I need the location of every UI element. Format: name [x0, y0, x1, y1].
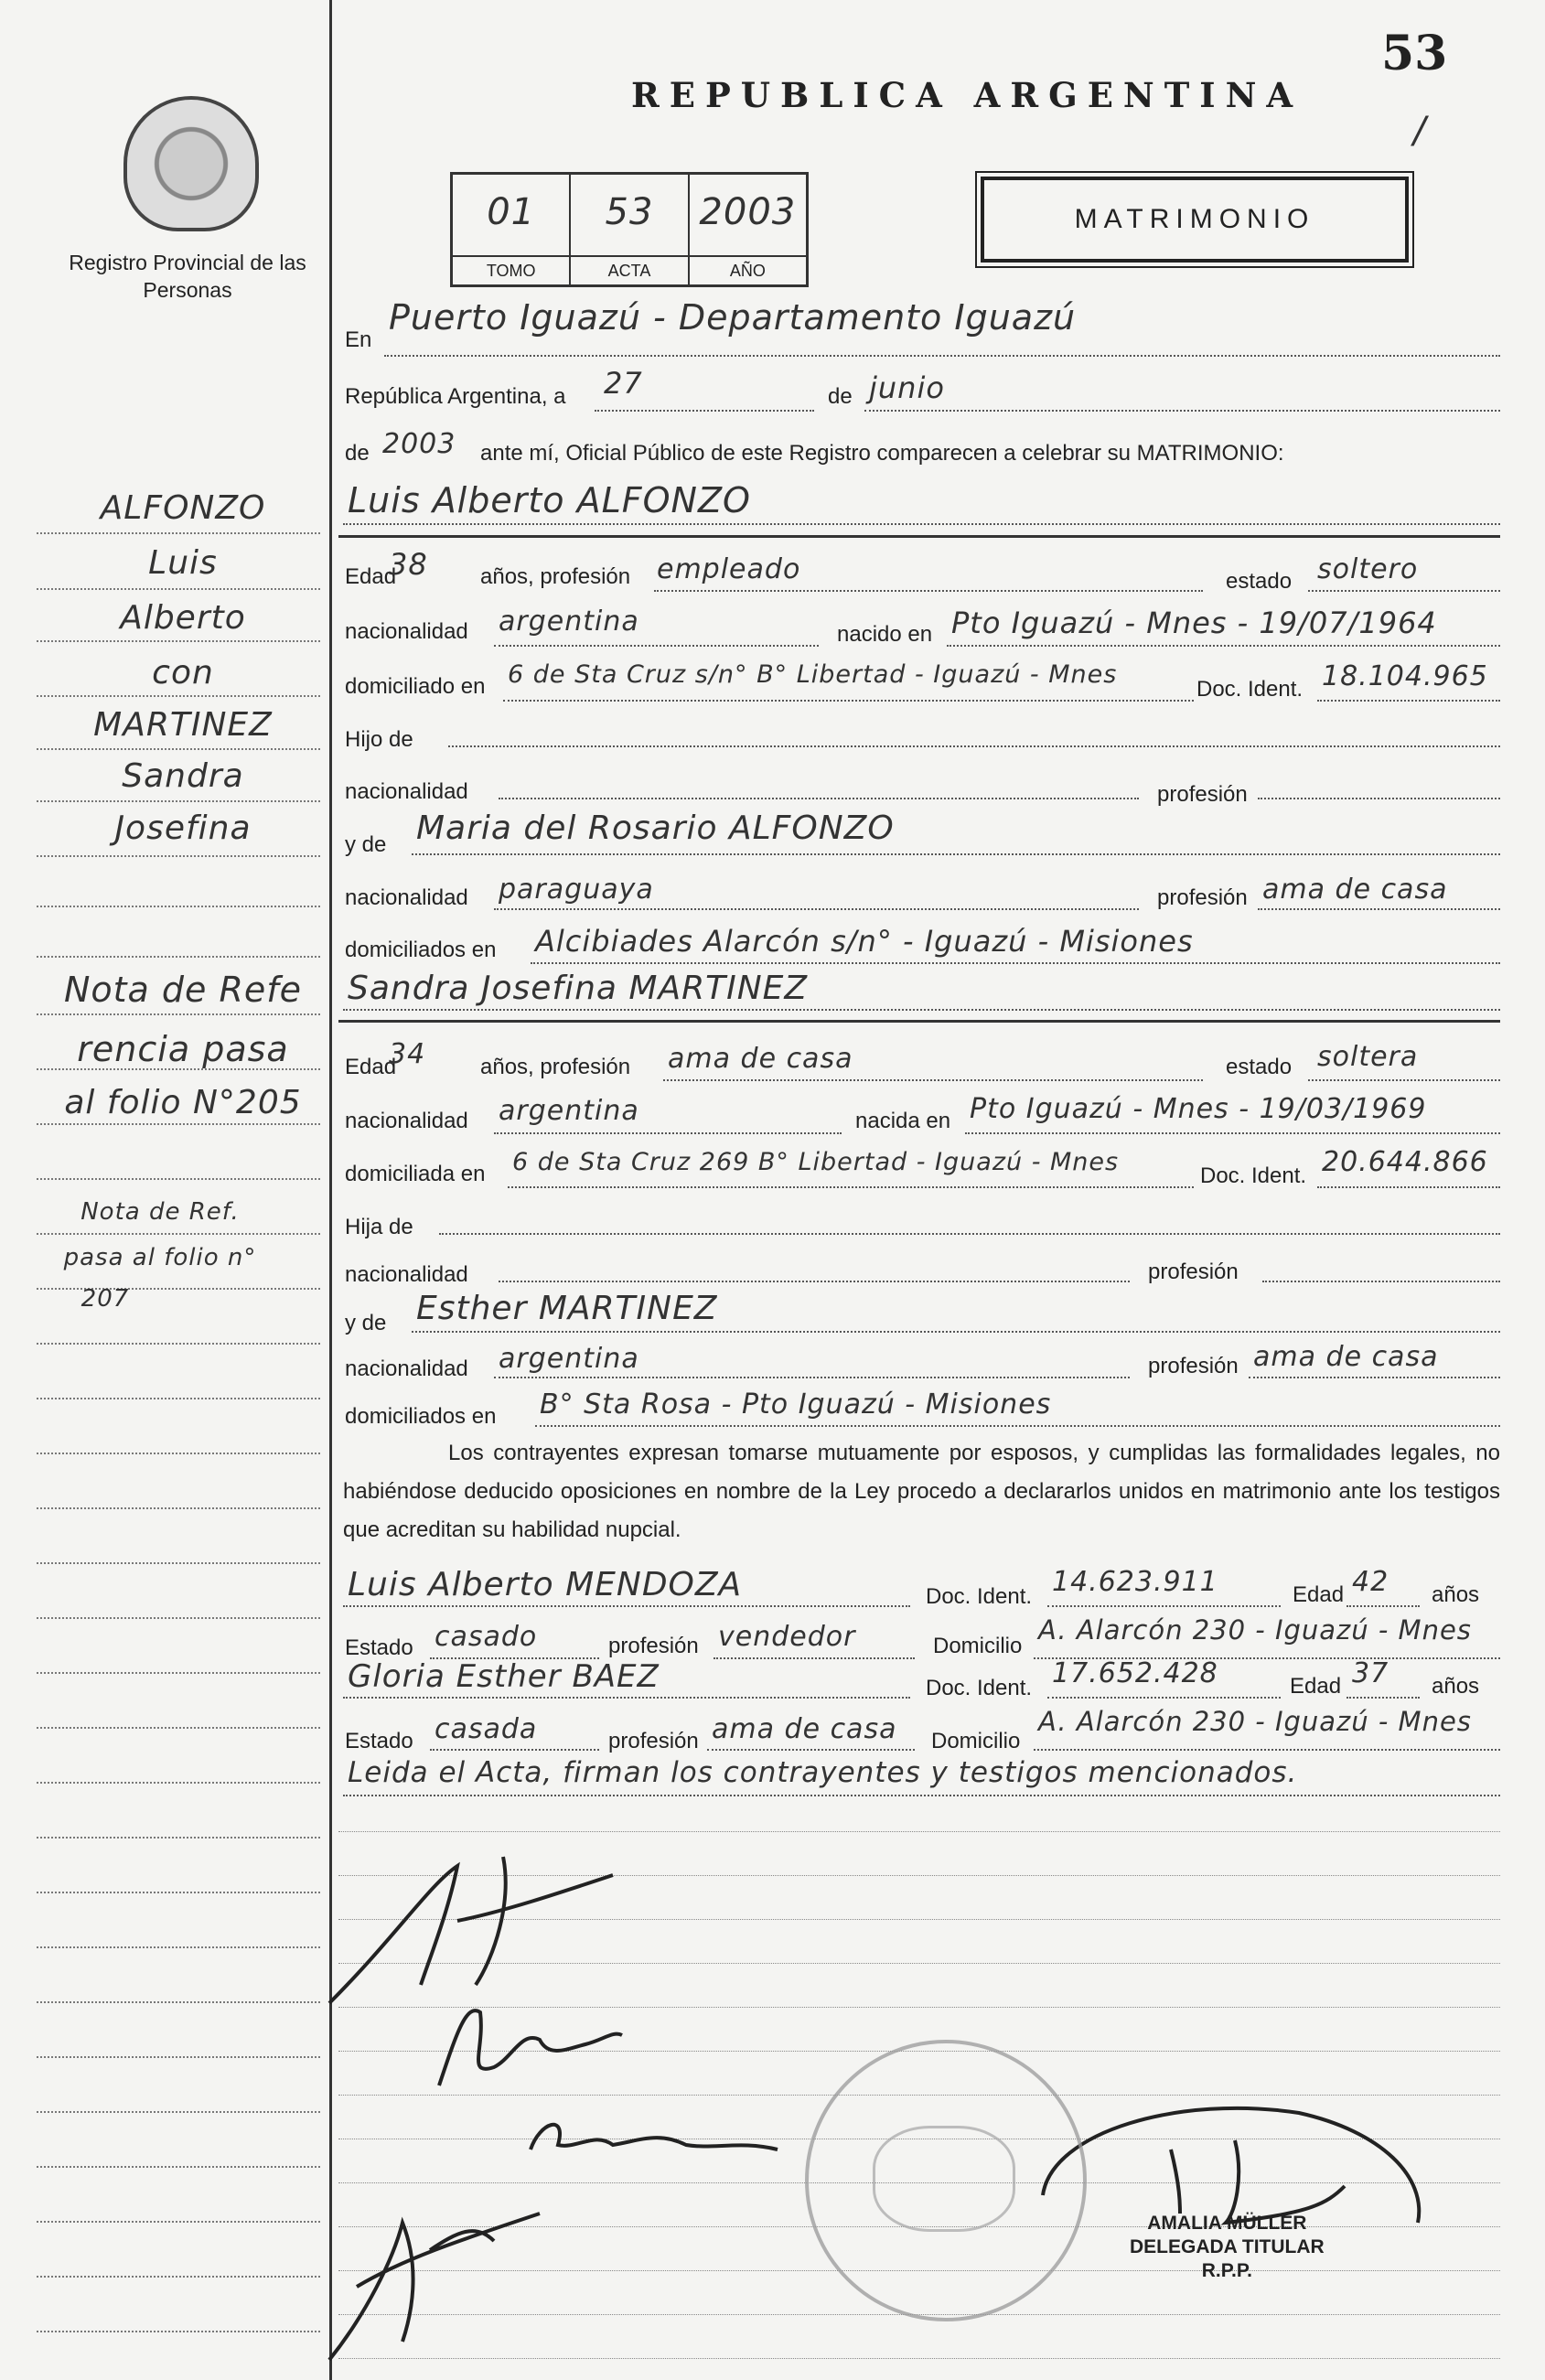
margin-line	[37, 1727, 320, 1729]
bride-parents-dom-label: domiciliados en	[345, 1404, 497, 1429]
groom-doc-line	[1317, 700, 1500, 702]
margin-line	[37, 1562, 320, 1564]
witness2-doc-value: 17.652.428	[1052, 1657, 1218, 1689]
de-label: de	[828, 384, 853, 409]
groom-doc-value: 18.104.965	[1322, 660, 1488, 692]
margin-line	[37, 1453, 320, 1454]
bride-mother-profession-line	[1249, 1377, 1500, 1378]
folio-mark: /	[1413, 110, 1427, 152]
witness2-anos-label: años	[1432, 1674, 1480, 1699]
day-line	[595, 410, 814, 412]
witness1-prof-label: profesión	[608, 1634, 699, 1658]
groom-status-value: soltero	[1317, 553, 1419, 585]
margin-note1-line3: al folio N°205	[64, 1084, 302, 1121]
bride-address-value: 6 de Sta Cruz 269 B° Libertad - Iguazú - Mnes	[512, 1148, 1120, 1176]
groom-mother-nationality-line	[494, 908, 1139, 910]
groom-birth-value: Pto Iguazú - Mnes - 19/07/1964	[951, 606, 1437, 640]
tomo-cell	[453, 175, 571, 284]
bride-father-profession-line	[1262, 1281, 1500, 1282]
bride-mother-nationality-value: argentina	[499, 1343, 639, 1375]
bride-father-nationality-line	[499, 1281, 1130, 1282]
folio-number: 53	[1381, 26, 1448, 81]
margin-line	[37, 695, 320, 697]
witness1-status-value: casado	[435, 1621, 538, 1653]
witness2-profession-value: ama de casa	[712, 1713, 897, 1745]
groom-mother-line	[412, 853, 1500, 855]
margin-line	[37, 1123, 320, 1125]
bride-nacionalidad-label: nacionalidad	[345, 1109, 468, 1133]
margin-line	[37, 1946, 320, 1948]
groom-age-value: 38	[389, 547, 428, 582]
record-reference-box	[450, 172, 809, 287]
bride-hija-label: Hija de	[345, 1215, 413, 1239]
bride-status-line	[1308, 1079, 1500, 1081]
closing-line	[343, 1795, 1500, 1796]
witness1-estado-label: Estado	[345, 1635, 413, 1660]
bride-doc-line	[1317, 1186, 1500, 1188]
margin-given-2a: Sandra	[122, 757, 244, 795]
record-type-box: MATRIMONIO	[981, 177, 1409, 263]
witness2-name-line	[343, 1697, 910, 1699]
groom-mother-value: Maria del Rosario ALFONZO	[416, 809, 895, 847]
bride-status-value: soltera	[1317, 1041, 1419, 1073]
margin-note1-line1: Nota de Refe	[63, 970, 303, 1010]
witness1-address-value: A. Alarcón 230 - Iguazú - Mnes	[1038, 1614, 1472, 1646]
bride-yde-label: y de	[345, 1311, 387, 1335]
witness2-profession-line	[707, 1749, 915, 1751]
groom-profession-value: empleado	[657, 553, 801, 585]
ano-cell	[690, 175, 806, 284]
margin-line	[37, 1343, 320, 1345]
witness1-profession-value: vendedor	[718, 1621, 856, 1653]
margin-line	[37, 1507, 320, 1509]
year-value: 2003	[382, 428, 456, 460]
registry-name: Registro Provincial de las Personas	[69, 251, 306, 302]
witness2-estado-label: Estado	[345, 1729, 413, 1753]
witness1-profession-line	[713, 1657, 915, 1659]
groom-name-value: Luis Alberto ALFONZO	[348, 480, 751, 520]
witness1-name-value: Luis Alberto MENDOZA	[348, 1566, 743, 1603]
place-line	[384, 355, 1500, 357]
republica-label: República Argentina, a	[345, 384, 566, 409]
bride-anos-profesion-label: años, profesión	[480, 1055, 631, 1079]
margin-line	[37, 1672, 320, 1674]
groom-mother-prof-label: profesión	[1157, 885, 1248, 910]
bride-mother-line	[412, 1331, 1500, 1333]
place-value: Puerto Iguazú - Departamento Iguazú	[389, 297, 1077, 338]
margin-note2-line3: 207	[80, 1285, 130, 1313]
groom-domicilio-label: domiciliado en	[345, 674, 486, 699]
witness2-doc-label: Doc. Ident.	[926, 1676, 1033, 1700]
witness2-doc-line	[1047, 1697, 1281, 1699]
margin-line	[37, 1013, 320, 1015]
declaration-text: Los contrayentes expresan tomarse mutuamente por esposos, y cumplidas las formalidades legales, no habiéndose deducido oposiciones en nombre de la Ley procedo a declararlos unidos en matrimonio ante los testigos que acreditan su habilidad nupcial.	[343, 1441, 1500, 1542]
groom-estado-label: estado	[1226, 569, 1293, 594]
official-signature-block	[1130, 2212, 1325, 2283]
margin-line	[37, 1782, 320, 1784]
margin-divider	[329, 0, 332, 2380]
margin-line	[37, 1398, 320, 1399]
bride-nationality-line	[494, 1132, 842, 1134]
witness2-prof-label: profesión	[608, 1729, 699, 1753]
bride-parents-address-line	[535, 1425, 1500, 1427]
tomo-label: TOMO	[453, 255, 569, 284]
margin-line	[37, 640, 320, 642]
groom-doc-label: Doc. Ident.	[1196, 677, 1304, 702]
groom-father-line	[448, 745, 1500, 747]
groom-yde-label: y de	[345, 832, 387, 857]
margin-line	[37, 2001, 320, 2003]
registry-stamp-seal	[805, 2040, 1087, 2321]
margin-line	[37, 2221, 320, 2223]
acta-label: ACTA	[571, 255, 687, 284]
official-office: R.P.P.	[1201, 2260, 1252, 2281]
margin-surname-2: MARTINEZ	[93, 706, 273, 744]
witness1-dom-label: Domicilio	[933, 1634, 1023, 1658]
official-name: AMALIA MÜLLER	[1147, 2213, 1307, 2234]
official-role: DELEGADA TITULAR	[1130, 2236, 1325, 2257]
margin-line	[37, 1233, 320, 1235]
groom-status-line	[1308, 590, 1500, 592]
groom-mother-nac-label: nacionalidad	[345, 885, 468, 910]
margin-line	[37, 1178, 320, 1180]
acta-value: 53	[605, 191, 654, 233]
witness1-age-value: 42	[1352, 1566, 1389, 1598]
witness2-age-value: 37	[1352, 1657, 1389, 1689]
witness2-status-value: casada	[435, 1713, 538, 1745]
groom-edad-label: Edad	[345, 564, 397, 589]
bride-address-line	[508, 1186, 1194, 1188]
bride-doc-value: 20.644.866	[1322, 1146, 1488, 1178]
bride-signature	[430, 1976, 631, 2104]
witness2-address-value: A. Alarcón 230 - Iguazú - Mnes	[1038, 1706, 1472, 1737]
margin-line	[37, 906, 320, 907]
margin-note2-line1: Nota de Ref.	[80, 1198, 240, 1226]
groom-mother-profession-line	[1258, 908, 1500, 910]
witness1-name-line	[343, 1605, 910, 1607]
margin-line	[37, 1617, 320, 1619]
groom-profession-line	[654, 590, 1203, 592]
groom-anos-profesion-label: años, profesión	[480, 564, 631, 589]
bride-father-nac-label: nacionalidad	[345, 1262, 468, 1287]
groom-hijo-label: Hijo de	[345, 727, 413, 752]
groom-nationality-line	[494, 645, 819, 647]
margin-con: con	[152, 654, 214, 691]
bride-age-value: 34	[389, 1038, 426, 1070]
groom-address-value: 6 de Sta Cruz s/n° B° Libertad - Iguazú - Mnes	[508, 660, 1118, 689]
stamp-emblem	[873, 2126, 1015, 2232]
bride-parents-address-value: B° Sta Rosa - Pto Iguazú - Misiones	[540, 1388, 1052, 1420]
margin-note1-line2: rencia pasa	[77, 1029, 289, 1069]
witness1-edad-label: Edad	[1293, 1582, 1345, 1607]
margin-surname-1: ALFONZO	[100, 489, 266, 527]
witness1-doc-line	[1047, 1605, 1281, 1607]
statement-text: ante mí, Oficial Público de este Registro comparecen a celebrar su MATRIMONIO:	[480, 441, 1284, 466]
witness2-age-line	[1347, 1697, 1420, 1699]
groom-address-line	[503, 700, 1194, 702]
bride-profession-line	[663, 1079, 1203, 1081]
witness1-age-line	[1347, 1605, 1420, 1607]
margin-line	[37, 748, 320, 750]
witness2-address-line	[1034, 1749, 1500, 1751]
groom-father-nationality-line	[499, 798, 1139, 799]
margin-line	[37, 532, 320, 534]
groom-mother-nationality-value: paraguaya	[499, 874, 654, 906]
groom-name-line	[343, 523, 1500, 525]
bride-mother-nac-label: nacionalidad	[345, 1356, 468, 1381]
bride-birth-value: Pto Iguazú - Mnes - 19/03/1969	[970, 1093, 1427, 1125]
margin-line	[37, 2111, 320, 2113]
bride-domicilio-label: domiciliada en	[345, 1162, 486, 1186]
groom-nationality-value: argentina	[499, 606, 639, 638]
bride-mother-prof-label: profesión	[1148, 1354, 1239, 1378]
bride-doc-label: Doc. Ident.	[1200, 1163, 1307, 1188]
margin-line	[37, 2331, 320, 2332]
bride-father-line	[439, 1233, 1500, 1235]
ano-value: 2003	[699, 191, 797, 233]
groom-father-profession-line	[1258, 798, 1500, 799]
groom-nacionalidad-label: nacionalidad	[345, 619, 468, 644]
bride-profession-value: ama de casa	[668, 1043, 853, 1075]
groom-birth-line	[947, 645, 1500, 647]
bride-nacida-label: nacida en	[855, 1109, 951, 1133]
witness2-dom-label: Domicilio	[931, 1729, 1021, 1753]
bride-edad-label: Edad	[345, 1055, 397, 1079]
margin-note2-line2: pasa al folio n°	[63, 1244, 257, 1271]
bride-birth-line	[965, 1132, 1500, 1134]
margin-line	[37, 2166, 320, 2168]
bride-mother-profession-value: ama de casa	[1253, 1341, 1439, 1373]
bride-separator	[338, 1020, 1500, 1023]
en-label: En	[345, 327, 372, 352]
margin-line	[37, 1837, 320, 1839]
bride-father-prof-label: profesión	[1148, 1260, 1239, 1284]
margin-given-2b: Josefina	[114, 809, 252, 847]
provincial-seal-logo	[123, 96, 259, 231]
bride-mother-value: Esther MARTINEZ	[416, 1290, 718, 1327]
witness2-signature	[320, 2150, 595, 2369]
groom-parents-address-value: Alcibiades Alarcón s/n° - Iguazú - Misiones	[535, 924, 1194, 959]
witness2-edad-label: Edad	[1290, 1674, 1342, 1699]
groom-separator	[338, 535, 1500, 538]
bride-estado-label: estado	[1226, 1055, 1293, 1079]
margin-given-1b: Alberto	[120, 599, 246, 637]
groom-father-nac-label: nacionalidad	[345, 779, 468, 804]
margin-line	[37, 855, 320, 857]
document-title: REPUBLICA ARGENTINA	[631, 75, 1304, 115]
witness2-status-line	[430, 1749, 599, 1751]
margin-line	[37, 588, 320, 590]
groom-parents-dom-label: domiciliados en	[345, 938, 497, 962]
closing-text: Leida el Acta, firman los contrayentes y testigos mencionados.	[348, 1756, 1298, 1789]
witness1-doc-value: 14.623.911	[1052, 1566, 1218, 1598]
tomo-value: 01	[487, 191, 536, 233]
groom-nacido-label: nacido en	[837, 622, 933, 647]
acta-cell	[571, 175, 689, 284]
bride-name-line	[343, 1009, 1500, 1011]
witness1-anos-label: años	[1432, 1582, 1480, 1607]
bride-mother-nationality-line	[494, 1377, 1130, 1378]
groom-parents-address-line	[531, 962, 1500, 964]
witness2-name-value: Gloria Esther BAEZ	[348, 1658, 660, 1695]
month-value: junio	[869, 370, 945, 405]
margin-given-1a: Luis	[148, 544, 218, 582]
margin-line	[37, 800, 320, 802]
witness1-doc-label: Doc. Ident.	[926, 1584, 1033, 1609]
ano-label: AÑO	[690, 255, 806, 284]
day-value: 27	[604, 366, 643, 401]
margin-line	[37, 2276, 320, 2278]
year-de-label: de	[345, 441, 370, 466]
groom-father-prof-label: profesión	[1157, 782, 1248, 807]
margin-line	[37, 1068, 320, 1070]
margin-line	[37, 2056, 320, 2058]
bride-nationality-value: argentina	[499, 1095, 639, 1127]
bride-name-value: Sandra Josefina MARTINEZ	[348, 970, 809, 1007]
month-line	[864, 410, 1500, 412]
margin-line	[37, 1892, 320, 1893]
margin-line	[37, 956, 320, 958]
groom-mother-profession-value: ama de casa	[1262, 874, 1448, 906]
